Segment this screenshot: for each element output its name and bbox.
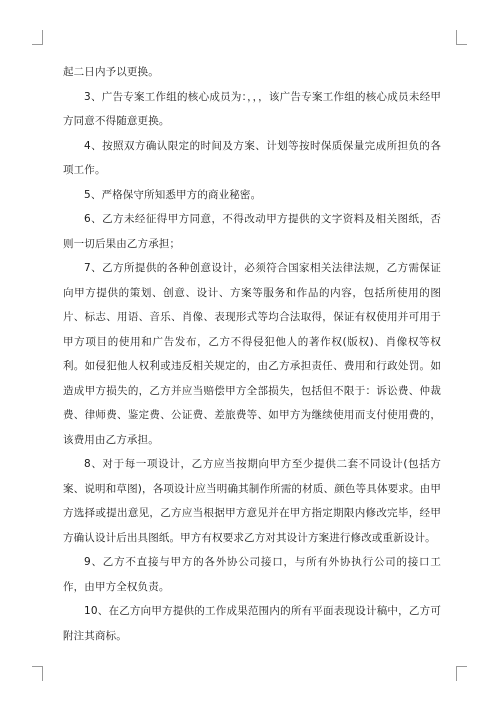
paragraph-clause-10: 10、在乙方向甲方提供的工作成果范围内的所有平面表现设计稿中，乙方可附注其商标。 bbox=[63, 605, 441, 642]
paragraph-clause-5: 5、严格保守所知悉甲方的商业秘密。 bbox=[84, 188, 262, 201]
paragraph-clause-4: 4、按照双方确认限定的时间及方案、计划等按时保质保量完成所担负的各项工作。 bbox=[63, 139, 441, 176]
crop-mark-bottom-left bbox=[32, 666, 43, 681]
paragraph-continuation: 起二日内予以更换。 bbox=[63, 66, 159, 78]
crop-mark-top-left bbox=[32, 30, 43, 45]
paragraph-clause-9: 9、乙方不直接与甲方的各外协公司接口，与所有外协执行公司的接口工作，由甲方全权负责。 bbox=[63, 556, 441, 593]
document-body bbox=[63, 60, 441, 648]
crop-mark-bottom-right bbox=[456, 666, 467, 681]
crop-mark-top-right bbox=[456, 30, 467, 45]
paragraph-clause-7: 7、乙方所提供的各种创意设计，必须符合国家相关法律法规，乙方需保证向甲方提供的策划、创意、设计、方案等服务和作品的内容，包括所使用的图片、标志、用语、音乐、肖像、表现形式等均合法取得，保证有权使用并可用于甲方项目的使用和广告发布，乙方不得侵犯他人的著作权(版权)、肖像权等权利。如侵犯他人权利或违反相关规定的，由乙方承担责任、费用和行政处罚。如造成甲方损失的，乙方并应当赔偿甲方全部损失，包括但不限于：诉讼费、仲裁费、律师费、鉴定费、公证费、差旅费等、如甲方为继续使用而支付使用费的，该费用由乙方承担。 bbox=[63, 262, 441, 446]
paragraph-clause-8: 8、对于每一项设计，乙方应当按期向甲方至少提供二套不同设计(包括方案、说明和草图)，各项设计应当明确其制作所需的材质、颜色等具体要求。由甲方选择或提出意见，乙方应当根据甲方意见并在甲方指定期限内修改完毕，经甲方确认设计后出具图纸。甲方有权要求乙方对其设计方案进行修改或重新设计。 bbox=[63, 458, 441, 544]
paragraph-clause-3: 3、广告专案工作组的核心成员为：，，，该广告专案工作组的核心成员未经甲方同意不得随意更换。 bbox=[63, 90, 441, 127]
paragraph-clause-6: 6、乙方未经征得甲方同意，不得改动甲方提供的文字资料及相关图纸，否则一切后果由乙方承担； bbox=[63, 213, 441, 250]
